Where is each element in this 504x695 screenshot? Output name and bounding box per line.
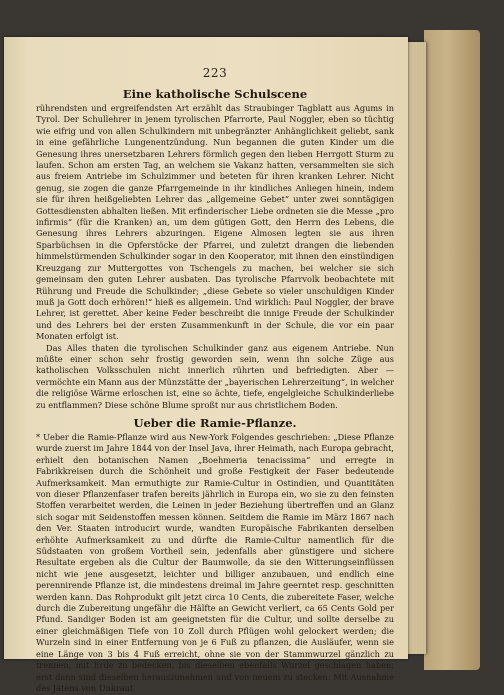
page-text-block [36, 66, 394, 694]
section-heading-ramie: Ueber die Ramie-Pflanze. [133, 415, 297, 430]
paragraph: * Ueber die Ramie-Pflanze wird aus New-York Folgendes geschrieben: „Diese Pflanze wurde zuerst im Jahre 1844 von der Insel Java, ihrer Heimath, nach Europa gebracht, erhielt den botanischen Namen „Boehmeria tenacissima“ und erregte in Fabrikkreisen durch die Schönheit und große Festigkeit der Faser bedeutende Aufmerksamkeit. Man ermuthigte zur Ramie-Cultur in Ostindien, und Quantitäten von dieser Pflanzenfaser trafen bereits jährlich in Europa ein, wo sie zu den feinsten Stoffen verarbeitet werden, die Leinen in jeder Beziehung übertreffen und an Glanz sich sogar mit Seidenstoffen messen können. Seitdem die Ramie im März 1867 nach den Ver. Staaten introducirt wurde, wandten Europäische Fabrikanten derselben erhöhte Aufmerksamkeit zu und dürfte die Ramie-Cultur namentlich für die Südstaaten von großem Vortheil sein, jedenfalls aber günstigere und sichere Resultate ergeben als die Cultur der Baumwolle, da sie den Witterungseinflüssen nicht wie jene ausgesetzt, leichter und billiger anzubauen, und endlich eine perennirende Pflanze ist, die mindestens dreimal im Jahre geerntet resp. geschnitten werden kann. Das Rohprodukt gilt jetzt circa 10 Cents, die zubereitete Faser, welche durch die Zubereitung ungefähr die Hälfte an Gewicht verliert, ca 65 Cents Gold per Pfund. Sandiger Boden ist am geeignetsten für die Cultur, und sollte derselbe zu einer gleichmäßigen Tiefe von 10 Zoll durch Pflügen wohl gelockert werden; die Wurzeln sind in einer Entfernung von je 6 Fuß zu pflanzen, die Ausläufer, wenn sie eine Länge von 3 bis 4 Fuß erreicht, ohne sie von der Stammwurzel gänzlich zu trennen, mit Erde zu bedecken, bis dieselben ebenfalls Wurzel geschlagen haben; erst dann sind dieselben herauszunehmen und von neuem zu stecken. Mit Ausnahme des Jätens von Unkraut [36, 431, 394, 693]
section-heading-schulscene: Eine katholische Schulscene [122, 87, 308, 101]
paragraph: Das Alles thaten die tyrolischen Schulkinder ganz aus eigenem Antriebe. Nun müßte einer schon sehr frostig geworden sein, wenn ihn solche Züge aus katholischen Volksschulen nicht innerlich rührten und befriedigten. Aber — vermöchte ein Mann aus der Münzstätte der „bayerischen Lehrerzeitung“, in welcher die religiöse Wärme erloschen ist, eine so ächte, tiefe, engelgleiche Schulkinderliebe zu entflammen? Diese schöne Blume sproßt nur aus christlichem Boden. [36, 342, 394, 410]
book-cover-edge [424, 30, 480, 670]
paragraph: rührendsten und ergreifendsten Art erzählt das Straubinger Tagblatt aus Agums in Tyrol. Der Schullehrer in jenem tyrolischen Pfarrorte, Paul Noggler, eben so tüchtig wie eifrig und von allen Schulkindern mit unbegränzter Anhänglichkeit geliebt, sank in eine gefährliche Lungenentzündung. Nun begannen die guten Kinder um die Genesung ihres unersetzbaren Lehrers förmlich gegen den lieben Herrgott Sturm zu laufen. Schon am ersten Tag, an welchem sie Vakanz hatten, versammelten sie sich aus freiem Antriebe im Schulzimmer und beteten für ihren kranken Lehrer. Nicht genug, sie zogen die ganze Pfarrgemeinde in ihr kindliches Anliegen hinein, indem sie für ihren heißgeliebten Lehrer das „allgemeine Gebet“ unter zwei sonntägigen Gottesdiensten abhalten ließen. Mit erfinderischer Liebe ordneten sie die Messe „pro infirmis“ (für die Kranken) an, um dem gütigen Gott, den Herrn des Lebens, die Genesung ihres Lehrers abzuringen. Eigene Almosen legten sie aus ihren Sparbüchsen in die Opferstöcke der Pfarrei, und zuletzt drangen die liebenden himmelstürmenden Schulkinder sogar in den Kooperator, mit ihnen den einstündigen Kreuzgang zur Muttergottes von Tschengels zu machen, bei welcher sie sich gemeinsam den guten Lehrer ausbaten. Das tyrolische Pfarrvolk beobachtete mit Rührung und Freude die Schulkinder; „diese Gebete so vieler unschuldigen Kinder muß ja Gott doch erhören!“ hieß es allgemein. Und wirklich: Paul Noggler, der brave Lehrer, ist gerettet. Aber keine Feder beschreibt die innige Freude der Schulkinder und des Lehrers bei der ersten Zusammenkunft in der Schule, die vor ein paar Monaten erfolgt ist. [36, 103, 394, 342]
page-number: 223 [202, 66, 228, 80]
